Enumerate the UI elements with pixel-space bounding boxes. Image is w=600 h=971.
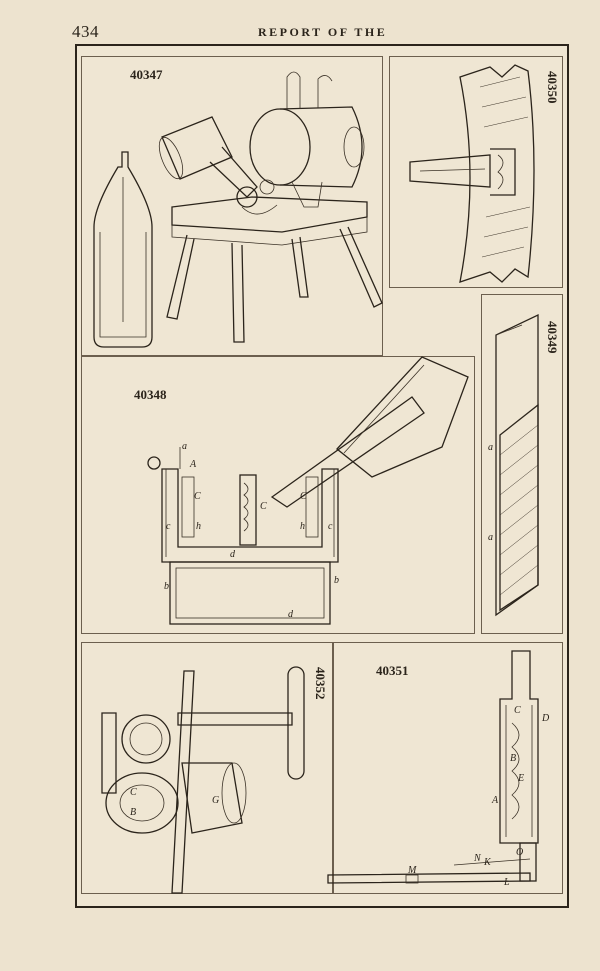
svg-text:d: d bbox=[230, 549, 235, 560]
svg-text:A: A bbox=[190, 459, 197, 470]
svg-text:E: E bbox=[518, 773, 525, 784]
svg-text:C: C bbox=[300, 491, 307, 502]
svg-text:a: a bbox=[488, 532, 493, 543]
svg-text:h: h bbox=[196, 521, 201, 532]
svg-text:c: c bbox=[166, 521, 171, 532]
svg-text:D: D bbox=[542, 713, 550, 724]
figure-40347-drawing bbox=[82, 57, 384, 357]
figure-40348-drawing bbox=[82, 357, 476, 635]
svg-text:a: a bbox=[182, 441, 187, 452]
running-head: REPORT OF THE bbox=[258, 25, 388, 39]
figure-40352-drawing bbox=[82, 643, 334, 895]
svg-text:C: C bbox=[194, 491, 201, 502]
figure-40351-drawing bbox=[334, 643, 564, 895]
svg-text:B: B bbox=[510, 753, 517, 764]
svg-text:c: c bbox=[328, 521, 333, 532]
svg-text:b: b bbox=[164, 581, 169, 592]
figure-40347-number: 40347 bbox=[130, 67, 163, 82]
svg-text:C: C bbox=[260, 501, 267, 512]
figure-40350-panel bbox=[389, 56, 563, 288]
page-number: 434 bbox=[72, 22, 99, 41]
svg-text:h: h bbox=[300, 521, 305, 532]
svg-text:b: b bbox=[334, 575, 339, 586]
figure-40348-panel bbox=[81, 356, 475, 634]
svg-text:C: C bbox=[130, 787, 137, 798]
figure-40352-panel bbox=[81, 642, 333, 894]
figure-40349-number: 40349 bbox=[545, 321, 560, 354]
figure-40350-number: 40350 bbox=[545, 71, 560, 104]
svg-text:d: d bbox=[288, 609, 293, 620]
plate-frame bbox=[75, 44, 569, 908]
svg-text:M: M bbox=[408, 865, 417, 876]
figure-40349-panel bbox=[481, 294, 563, 634]
figure-40349-drawing bbox=[482, 295, 564, 635]
figure-40350-drawing bbox=[390, 57, 564, 289]
svg-text:a: a bbox=[488, 442, 493, 453]
svg-text:K: K bbox=[484, 857, 491, 868]
svg-text:A: A bbox=[492, 795, 499, 806]
figure-40351-panel bbox=[333, 642, 563, 894]
svg-text:O: O bbox=[516, 847, 524, 858]
figure-40351-number: 40351 bbox=[376, 663, 409, 678]
svg-text:G: G bbox=[212, 795, 220, 806]
figure-40348-number: 40348 bbox=[134, 387, 167, 402]
figure-40347-panel bbox=[81, 56, 383, 356]
figure-40352-number: 40352 bbox=[313, 667, 328, 700]
svg-text:L: L bbox=[504, 877, 510, 888]
svg-text:B: B bbox=[130, 807, 137, 818]
svg-text:C: C bbox=[514, 705, 521, 716]
svg-text:N: N bbox=[474, 853, 481, 864]
